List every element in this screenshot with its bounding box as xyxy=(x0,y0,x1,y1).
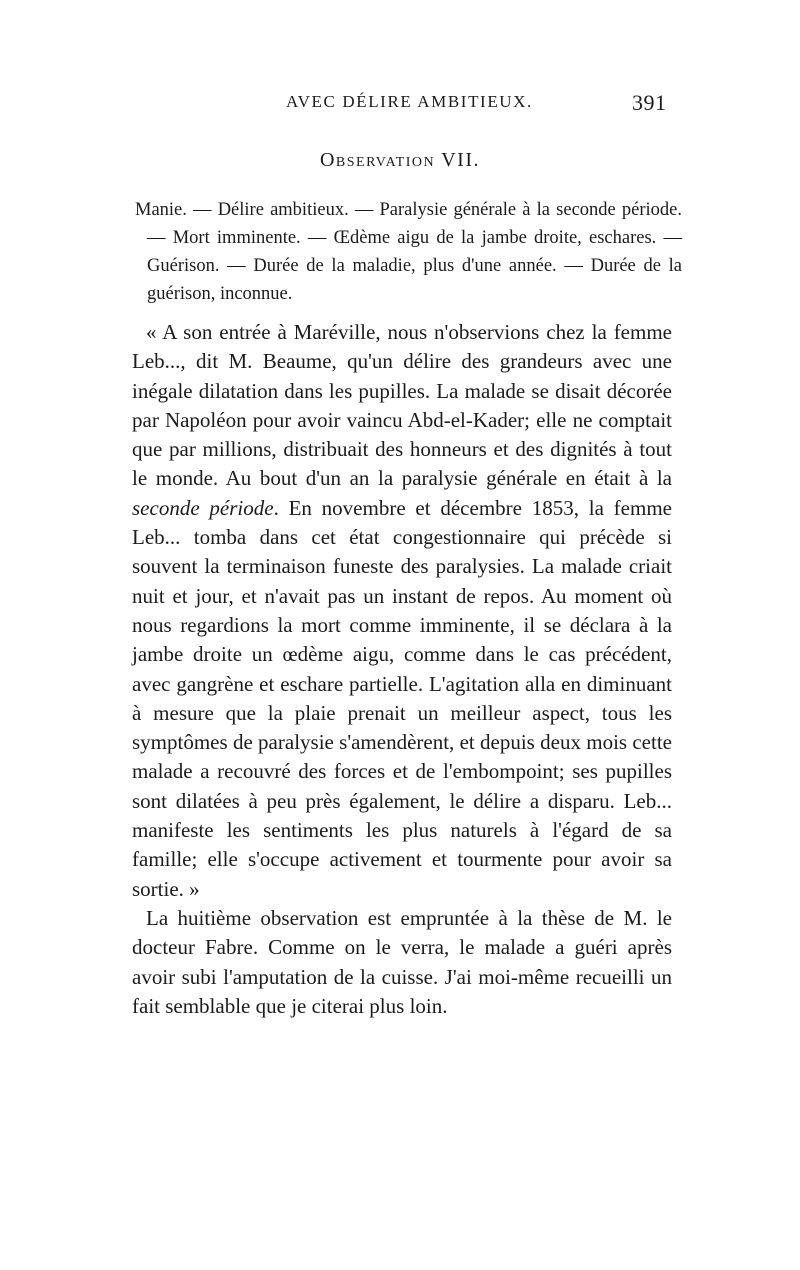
observation-title: Observation VII. xyxy=(319,149,481,171)
paragraph-case-report-part2: . En novembre et décembre 1853, la femme Leb... tomba dans cet état congestionnaire qui précède si souvent la terminaison funeste des paralysies. La malade criait nuit et jour, et n'avait pas un instant de repos. Au moment où nous regardions la mort comme imminente, il se déclara à la jambe droite un œdème aigu, comme dans le cas précédent, avec gangrène et eschare partielle. L'agitation alla en diminuant à mesure que la plaie prenait un meilleur aspect, tous les symptômes de paralysie s'amendèrent, et depuis deux mois cette malade a recouvré des forces et de l'embompoint; ses pupilles sont dilatées à peu près également, le délire a disparu. Leb... manifeste les sentiments les plus naturels à l'égard de sa famille; elle s'occupe activement et tourmente pour avoir sa sortie. » xyxy=(132,495,672,901)
paragraph-eighth-observation: La huitième observation est empruntée à la thèse de M. le docteur Fabre. Comme on le verra, le malade a guéri après avoir subi l'amputation de la cuisse. J'ai moi-même recueilli un fait semblable que je citerai plus loin. xyxy=(132,905,672,1018)
body-text xyxy=(132,318,672,1021)
paragraph-case-report xyxy=(132,318,672,904)
italic-seconde-periode: seconde période xyxy=(132,495,274,520)
case-summary: Manie. — Délire ambitieux. — Paralysie générale à la seconde période. — Mort imminente. — Œdème aigu de la jambe droite, eschares. — Guérison. — Durée de la maladie, plus d'une année. — Durée de la guérison, inconnue. xyxy=(135,200,682,304)
paragraph-case-report-part1: « A son entrée à Maréville, nous n'observions chez la femme Leb..., dit M. Beaume, qu'un délire des grandeurs avec une inégale dilatation dans les pupilles. La malade se disait décorée par Napoléon pour avoir vaincu Abd-el-Kader; elle ne comptait que par millions, distribuait des honneurs et des dignités à tout le monde. Au bout d'un an la paralysie générale en était à la xyxy=(132,320,672,491)
page-number: 391 xyxy=(632,90,667,115)
running-head xyxy=(0,92,800,122)
running-title: AVEC DÉLIRE AMBITIEUX. xyxy=(286,92,533,111)
